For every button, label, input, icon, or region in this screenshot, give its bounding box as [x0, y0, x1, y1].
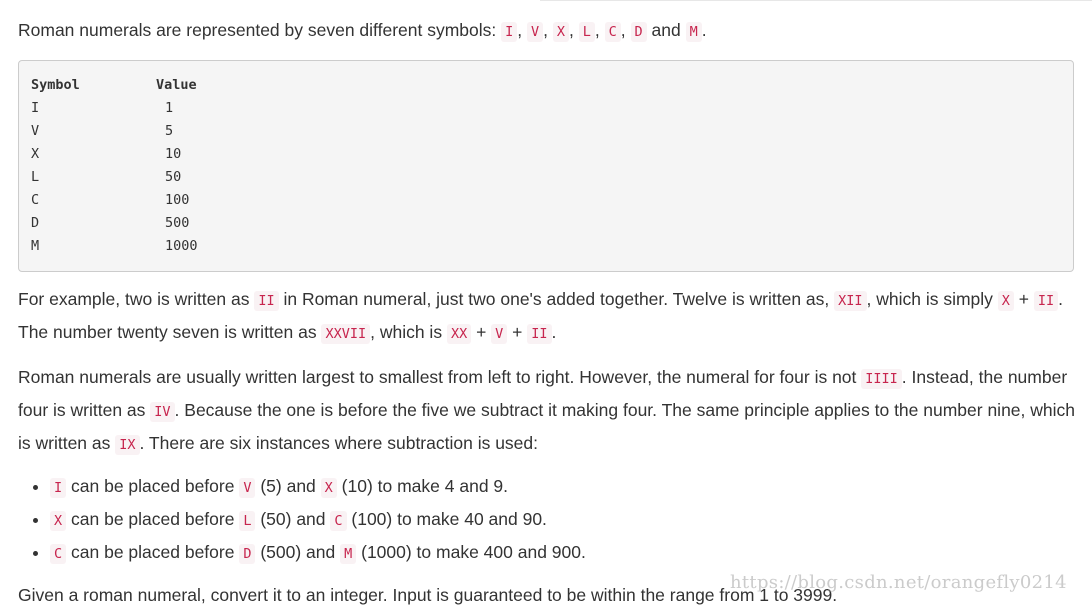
code-ii: II [1034, 291, 1058, 311]
code-ii: II [527, 324, 551, 344]
code-symbol: I [50, 478, 66, 498]
row-value: 1 [165, 100, 174, 116]
code-symbol: M [340, 544, 356, 564]
text: (500) and [255, 542, 341, 562]
code-symbol: X [321, 478, 337, 498]
separator: , [517, 20, 527, 40]
row-value: 500 [165, 215, 190, 231]
code-symbol: C [330, 511, 346, 531]
code-symbol: V [239, 478, 255, 498]
top-divider [540, 0, 1092, 1]
row-symbol: D [31, 215, 40, 231]
text: can be placed before [66, 509, 240, 529]
text: (50) and [255, 509, 331, 529]
text: + [471, 322, 492, 342]
table-row [31, 166, 1061, 189]
header-value: Value [156, 77, 197, 93]
row-value: 10 [165, 146, 182, 162]
text: . There are six instances where subtraction is used: [139, 433, 538, 453]
text: + [1013, 289, 1034, 309]
code-symbol-x: X [553, 22, 569, 42]
row-symbol: V [31, 123, 40, 139]
list-item [50, 471, 1080, 504]
table-row [31, 235, 1061, 258]
table-row [31, 120, 1061, 143]
code-symbol: X [50, 511, 66, 531]
problem-description [18, 15, 1080, 611]
period: . [701, 20, 707, 40]
code-symbol: L [239, 511, 255, 531]
code-iv: IV [150, 402, 174, 422]
text: (1000) to make 400 and 900. [356, 542, 586, 562]
row-value: 1000 [165, 238, 198, 254]
code-ix: IX [115, 435, 139, 455]
separator: , [543, 20, 553, 40]
text: , which is [370, 322, 447, 342]
code-xx: XX [447, 324, 471, 344]
text: + [507, 322, 528, 342]
code-xii: XII [834, 291, 866, 311]
row-value: 50 [165, 169, 182, 185]
symbol-value-table [18, 60, 1074, 272]
code-symbol-m: M [686, 22, 702, 42]
table-row [31, 143, 1061, 166]
list-item [50, 504, 1080, 537]
separator: , [620, 20, 631, 40]
text: . Instead, the number four is written as [18, 367, 1068, 420]
text: (100) to make 40 and 90. [346, 509, 547, 529]
intro-text: Roman numerals are represented by seven different symbols: [18, 20, 502, 40]
code-symbol-c: C [605, 22, 621, 42]
header-symbol: Symbol [31, 77, 80, 93]
row-value: 5 [165, 123, 174, 139]
text: . Because the one is before the five we subtract it making four. The same principle applies to the number nine, which is written as [18, 400, 1076, 453]
and-text: and [646, 20, 686, 40]
text: can be placed before [66, 476, 240, 496]
table-row [31, 97, 1061, 120]
task-paragraph: Given a roman numeral, convert it to an integer. Input is guaranteed to be within the range from 1 to 3999. [18, 585, 838, 605]
code-ii: II [254, 291, 278, 311]
code-symbol: D [239, 544, 255, 564]
code-symbol: C [50, 544, 66, 564]
row-symbol: M [31, 238, 40, 254]
code-symbol-i: I [501, 22, 517, 42]
example-paragraph [18, 284, 1080, 350]
subtraction-paragraph [18, 362, 1080, 461]
text: . [551, 322, 557, 342]
text: Roman numerals are usually written largest to smallest from left to right. However, the numeral for four is not [18, 367, 862, 387]
text: For example, two is written as [18, 289, 255, 309]
row-symbol: C [31, 192, 40, 208]
text: in Roman numeral, just two one's added together. Twelve is written as, [278, 289, 835, 309]
code-iiii: IIII [861, 369, 902, 389]
text: . The number twenty seven is written as [18, 289, 1064, 342]
table-header [31, 74, 1061, 97]
intro-paragraph [18, 15, 1080, 48]
text: , which is simply [866, 289, 998, 309]
table-row [31, 212, 1061, 235]
subtraction-rules-list [18, 471, 1080, 570]
watermark: https://blog.csdn.net/orangefly0214 [730, 572, 1067, 593]
code-v: V [491, 324, 507, 344]
text: (5) and [255, 476, 321, 496]
code-symbol-d: D [631, 22, 647, 42]
text: can be placed before [66, 542, 240, 562]
row-symbol: I [31, 100, 40, 116]
separator: , [569, 20, 579, 40]
separator: , [594, 20, 605, 40]
text: (10) to make 4 and 9. [336, 476, 509, 496]
row-symbol: L [31, 169, 40, 185]
row-value: 100 [165, 192, 190, 208]
code-x: X [998, 291, 1014, 311]
list-item [50, 537, 1080, 570]
row-symbol: X [31, 146, 40, 162]
table-row [31, 189, 1061, 212]
code-symbol-l: L [579, 22, 595, 42]
code-symbol-v: V [527, 22, 543, 42]
code-xxvii: XXVII [321, 324, 370, 344]
